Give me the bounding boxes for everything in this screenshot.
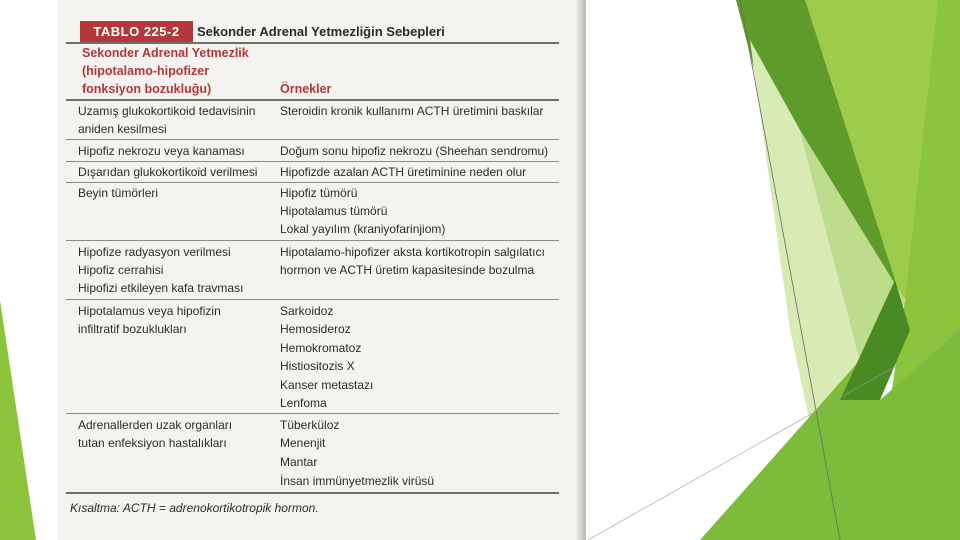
page-binding-shadow — [576, 0, 586, 540]
row6-cause-1: Hipotalamus veya hipofizin — [78, 304, 221, 318]
row4-example-2: Hipotalamus tümörü — [280, 204, 388, 218]
row5-example-2: hormon ve ACTH üretim kapasitesinde bozulma — [280, 263, 535, 277]
row3-example-1: Hipofizde azalan ACTH üretiminine neden olur — [280, 165, 527, 179]
row1-example-1: Steroidin kronik kullanımı ACTH üretimini baskılar — [280, 104, 544, 118]
green-shape-left-strip — [0, 300, 36, 540]
col1-header-line1: Sekonder Adrenal Yetmezlik — [82, 46, 249, 60]
row7-example-4: İnsan immünyetmezlik virüsü — [280, 474, 435, 488]
row5-cause-1: Hipofize radyasyon verilmesi — [78, 245, 231, 259]
header-rule — [66, 99, 559, 101]
table-footnote: Kısaltma: ACTH = adrenokortikotropik hormon. — [70, 501, 319, 515]
row6-example-6: Lenfoma — [280, 396, 327, 410]
row6-example-3: Hemokromatoz — [280, 341, 362, 355]
row5-cause-3: Hipofizi etkileyen kafa travması — [78, 281, 244, 295]
row1-cause-1: Uzamış glukokortikoid tedavisinin — [78, 104, 256, 118]
row5-cause-2: Hipofiz cerrahisi — [78, 263, 164, 277]
row4-example-3: Lokal yayılım (kraniyofarinjiom) — [280, 222, 446, 236]
col1-header-line2: (hipotalamo-hipofizer — [82, 64, 210, 78]
row6-example-2: Hemosideroz — [280, 322, 351, 336]
table-label: TABLO 225-2 — [80, 21, 193, 42]
row-rule — [66, 299, 559, 300]
table-title: Sekonder Adrenal Yetmezliğin Sebepleri — [197, 24, 445, 39]
row-rule — [66, 240, 559, 241]
row2-cause-1: Hipofiz nekrozu veya kanaması — [78, 144, 245, 158]
scanned-table-page — [58, 0, 586, 540]
col2-header: Örnekler — [280, 82, 332, 96]
row2-example-1: Doğum sonu hipofiz nekrozu (Sheehan sendromu) — [280, 144, 549, 158]
row1-cause-2: aniden kesilmesi — [78, 122, 167, 136]
row-rule — [66, 182, 559, 183]
row7-cause-2: tutan enfeksiyon hastalıkları — [78, 436, 227, 450]
row-rule — [66, 161, 559, 162]
table-bottom-rule — [66, 492, 559, 494]
row7-cause-1: Adrenallerden uzak organları — [78, 418, 233, 432]
row4-example-1: Hipofiz tümörü — [280, 186, 358, 200]
row6-example-4: Histiositozis X — [280, 359, 355, 373]
row7-example-3: Mantar — [280, 455, 318, 469]
row6-cause-2: infiltratif bozuklukları — [78, 322, 187, 336]
row6-example-1: Sarkoidoz — [280, 304, 334, 318]
row-rule — [66, 139, 559, 140]
row7-example-2: Menenjit — [280, 436, 326, 450]
row7-example-1: Tüberküloz — [280, 418, 340, 432]
row-rule — [66, 413, 559, 414]
row3-cause-1: Dışarıdan glukokortikoid verilmesi — [78, 165, 258, 179]
col1-header-line3: fonksiyon bozukluğu) — [82, 82, 212, 96]
row6-example-5: Kanser metastazı — [280, 378, 374, 392]
row5-example-1: Hipotalamo-hipofizer aksta kortikotropin salgılatıcı — [280, 245, 545, 259]
row4-cause-1: Beyin tümörleri — [78, 186, 159, 200]
